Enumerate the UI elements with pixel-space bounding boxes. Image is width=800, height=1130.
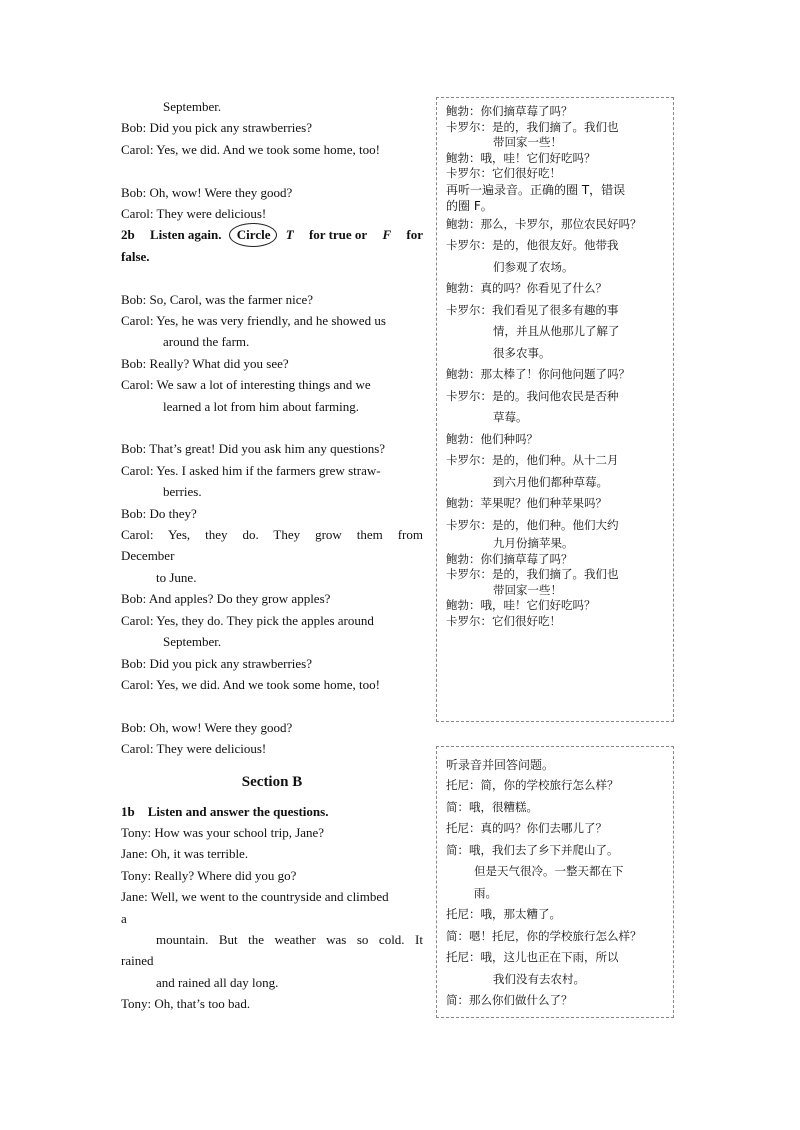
zh-line: 卡罗尔：它们很好吃！ bbox=[446, 166, 561, 180]
dialog-line: Jane: Well, we went to the countryside and climbed bbox=[121, 889, 389, 905]
zh-line: 卡罗尔：它们很好吃！ bbox=[446, 613, 561, 628]
zh-line: 鲍勃：真的吗？你看见了什么？ bbox=[446, 281, 607, 295]
exercise-2b-heading-cont: false. bbox=[121, 248, 150, 264]
zh-line: 卡罗尔：是的，他们种。从十二月 bbox=[446, 453, 619, 467]
zh-line: 托尼：真的吗？你们去哪儿了？ bbox=[446, 821, 607, 835]
dialog-line: Tony: Oh, that’s too bad. bbox=[121, 996, 251, 1012]
zh-line: 鲍勃：你们摘草莓了吗？ bbox=[446, 551, 573, 566]
exercise-2b-heading: 2b Listen again. Circle T for true or F for bbox=[121, 227, 423, 243]
zh-line: 带回家一些！ bbox=[493, 135, 562, 149]
zh-line: 鲍勃：那太棒了！你问他问题了吗？ bbox=[446, 367, 630, 381]
zh-line: 鲍勃：他们种吗？ bbox=[446, 431, 538, 446]
text-line: Bob: Did you pick any strawberries? bbox=[121, 120, 312, 136]
zh-line: 鲍勃：哦，哇！它们好吃吗？ bbox=[446, 598, 596, 612]
dialog-line: rained bbox=[121, 953, 154, 969]
zh-line: 情，并且从他那儿了解了 bbox=[493, 324, 620, 338]
dialog-line: around the farm. bbox=[163, 334, 250, 350]
zh-line: 鲍勃：哦，哇！它们好吃吗？ bbox=[446, 150, 596, 165]
dialog-line: a bbox=[121, 910, 127, 926]
zh-line: 托尼：哦，那太糟了。 bbox=[446, 907, 561, 921]
dialog-line: Carol: Yes, we did. And we took some home, too! bbox=[121, 676, 380, 692]
dialog-line: mountain. But the weather was so cold. It bbox=[156, 931, 423, 947]
dialog-line: Bob: Really? What did you see? bbox=[121, 355, 289, 371]
zh-line: 简：那么你们做什么了？ bbox=[446, 993, 573, 1007]
zh-line: 卡罗尔：是的，我们摘了。我们也 bbox=[446, 119, 619, 134]
dialog-line: berries. bbox=[163, 484, 202, 500]
dialog-line: Tony: How was your school trip, Jane? bbox=[121, 824, 325, 840]
dialog-line: Bob: So, Carol, was the farmer nice? bbox=[121, 291, 314, 307]
text-line: Carol: They were delicious! bbox=[121, 206, 267, 222]
zh-line: 雨。 bbox=[474, 885, 497, 900]
zh-line: 鲍勃：苹果呢？他们种苹果吗？ bbox=[446, 496, 607, 510]
zh-line: 们参观了农场。 bbox=[493, 259, 574, 274]
dialog-line: Bob: That’s great! Did you ask him any questions? bbox=[121, 441, 386, 457]
zh-instruction: 再听一遍录音。正确的圈 T，错误 bbox=[446, 182, 626, 197]
zh-line: 鲍勃：那么，卡罗尔，那位农民好吗？ bbox=[446, 216, 642, 231]
zh-line: 卡罗尔：是的，我们摘了。我们也 bbox=[446, 567, 619, 581]
zh-line: 卡罗尔：是的。我问他农民是否种 bbox=[446, 388, 619, 403]
dialog-line: Carol: Yes, he was very friendly, and he showed us bbox=[121, 313, 386, 329]
section-title: Section B bbox=[241, 773, 303, 790]
zh-line: 草莓。 bbox=[493, 410, 528, 424]
text-line: Carol: Yes, we did. And we took some home, too! bbox=[121, 141, 380, 157]
zh-line: 简：哦，我们去了乡下并爬山了。 bbox=[446, 842, 619, 857]
zh-line: 简：嗯！托尼，你的学校旅行怎么样？ bbox=[446, 928, 642, 943]
zh-line: 鲍勃：你们摘草莓了吗？ bbox=[446, 104, 573, 118]
dialog-line: to June. bbox=[156, 569, 197, 585]
dialog-line: December bbox=[121, 548, 175, 564]
text-line: September. bbox=[163, 99, 222, 114]
dialog-line: Carol: Yes, they do. They grow them from bbox=[121, 527, 423, 543]
zh-line: 我们没有去农村。 bbox=[493, 971, 585, 986]
dialog-line: Jane: Oh, it was terrible. bbox=[121, 846, 249, 862]
translation-box-1 bbox=[436, 97, 674, 722]
zh-line: 卡罗尔：我们看见了很多有趣的事 bbox=[446, 302, 619, 317]
dialog-line: Bob: Did you pick any strawberries? bbox=[121, 655, 312, 671]
zh-line: 带回家一些！ bbox=[493, 582, 562, 597]
dialog-line: Carol: They were delicious! bbox=[121, 741, 267, 757]
zh-line: 托尼：哦，这儿也正在下雨，所以 bbox=[446, 950, 619, 964]
zh-line: 很多农事。 bbox=[493, 345, 551, 360]
zh-instruction: 的圈 F。 bbox=[446, 198, 493, 213]
dialog-line: Bob: Do they? bbox=[121, 505, 197, 521]
zh-line: 卡罗尔：是的，他很友好。他带我 bbox=[446, 238, 619, 252]
zh-line: 到六月他们都种草莓。 bbox=[493, 474, 608, 489]
translation-box-2 bbox=[436, 746, 674, 1018]
dialog-line: Carol: Yes, they do. They pick the apples around bbox=[121, 612, 374, 628]
dialog-line: Bob: Oh, wow! Were they good? bbox=[121, 719, 293, 735]
text-line: Bob: Oh, wow! Were they good? bbox=[121, 184, 293, 200]
dialog-line: learned a lot from him about farming. bbox=[163, 398, 360, 414]
zh-line: 卡罗尔：是的，他们种。他们大约 bbox=[446, 517, 619, 532]
dialog-line: Carol: We saw a lot of interesting things and we bbox=[121, 377, 371, 393]
dialog-line: September. bbox=[163, 634, 222, 650]
dialog-line: Bob: And apples? Do they grow apples? bbox=[121, 591, 331, 607]
zh-line: 托尼：简，你的学校旅行怎么样？ bbox=[446, 778, 619, 792]
dialog-line: Tony: Really? Where did you go? bbox=[121, 867, 297, 883]
zh-instruction: 听录音并回答问题。 bbox=[446, 758, 555, 772]
exercise-1b-heading: 1b Listen and answer the questions. bbox=[121, 803, 329, 819]
dialog-line: Carol: Yes. I asked him if the farmers grew straw- bbox=[121, 462, 381, 478]
circle-mark bbox=[229, 223, 277, 247]
zh-line: 但是天气很冷。一整天都在下 bbox=[474, 864, 624, 878]
zh-line: 九月份摘苹果。 bbox=[493, 536, 574, 550]
dialog-line: and rained all day long. bbox=[156, 974, 279, 990]
zh-line: 简：哦，很糟糕。 bbox=[446, 799, 538, 814]
